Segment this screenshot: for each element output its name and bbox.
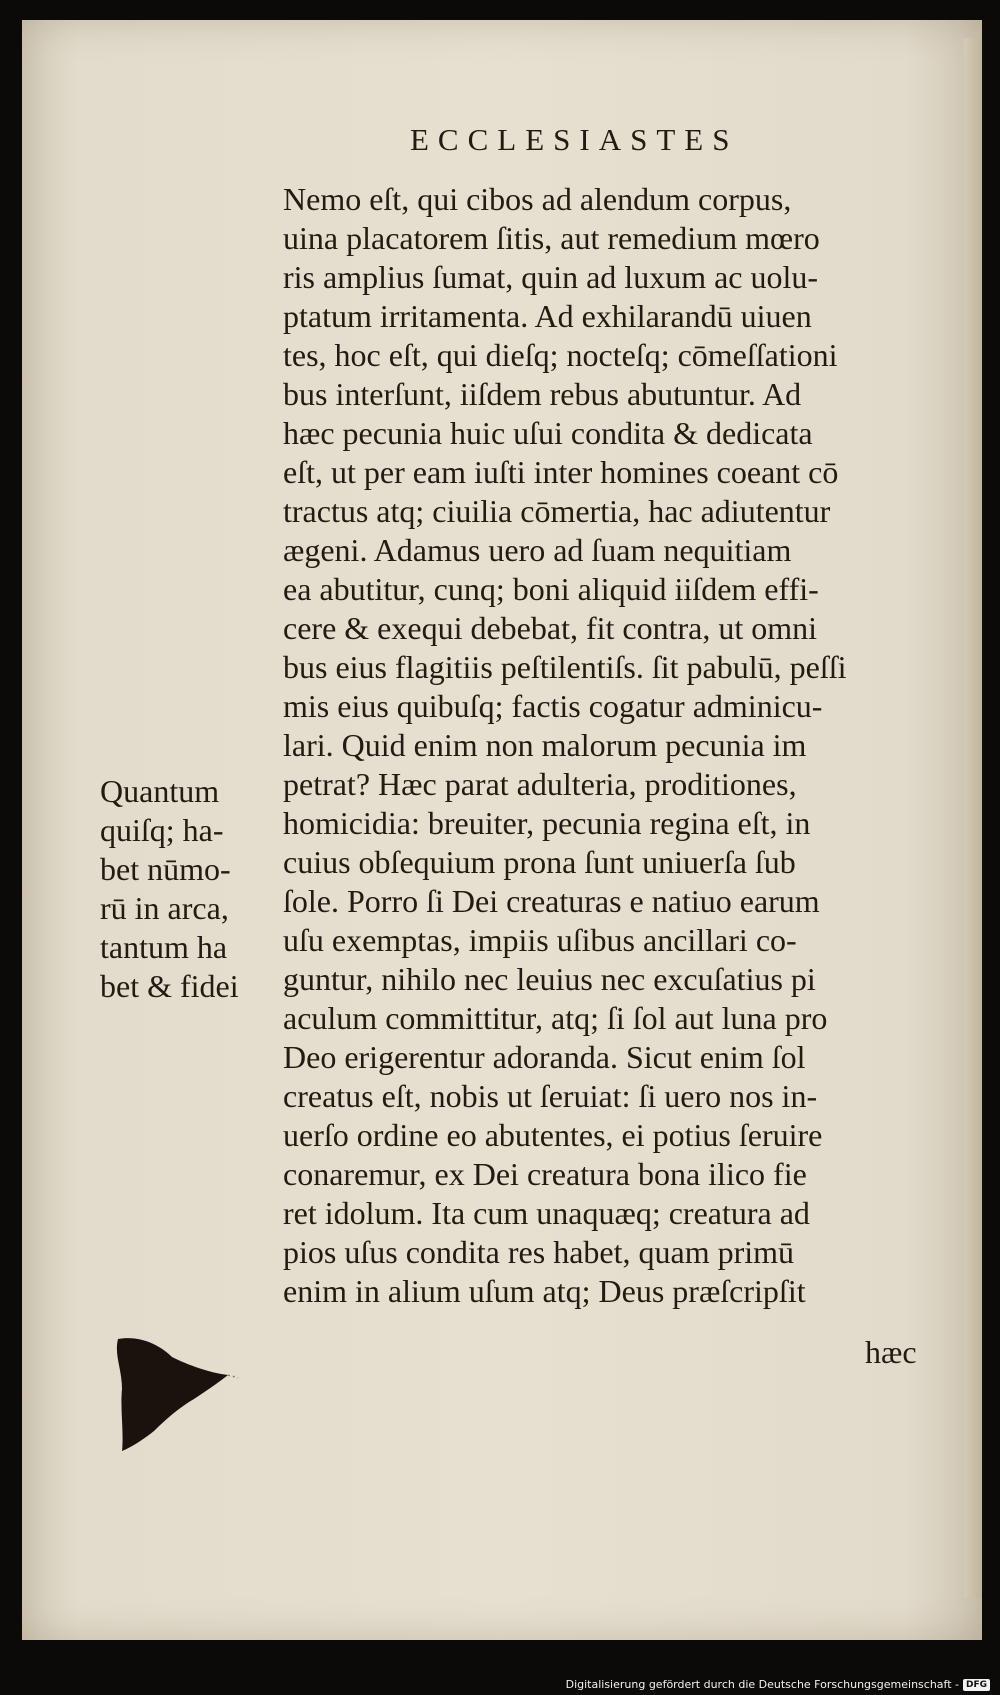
catchword: hæc <box>865 1334 917 1370</box>
margin-note-line: bet nūmo- <box>100 851 231 887</box>
text-line: eſt, ut per eam iuſti inter homines coeant cō <box>283 454 839 490</box>
text-line: tractus atq; ciuilia cōmertia, hac adiutentur <box>283 493 831 529</box>
text-line: homicidia: breuiter, pecunia regina eſt, in <box>283 805 811 841</box>
text-line: ptatum irritamenta. Ad exhilarandū uiuen <box>283 298 812 334</box>
margin-note-line: quiſq; ha- <box>100 812 224 848</box>
text-line: uina placatorem ſitis, aut remedium mœro <box>283 220 820 256</box>
credit-text: Digitalisierung gefördert durch die Deutsche Forschungsgemeinschaft - <box>565 1678 959 1691</box>
text-line: mis eius quibuſq; factis cogatur adminicu- <box>283 688 823 724</box>
dfg-logo: DFG <box>963 1679 990 1691</box>
text-line: Deo erigerentur adoranda. Sicut enim ſol <box>283 1039 806 1075</box>
text-line: tes, hoc eſt, qui dieſq; nocteſq; cōmeſſationi <box>283 337 838 373</box>
text-line: guntur, nihilo nec leuius nec excuſatius pi <box>283 961 816 997</box>
text-line: ris amplius ſumat, quin ad luxum ac uolu- <box>283 259 819 295</box>
text-line: enim in alium uſum atq; Deus præſcripſit <box>283 1273 806 1309</box>
paper-tear-damage <box>110 1335 240 1455</box>
text-line: uerſo ordine eo abutentes, ei potius ſeruire <box>283 1117 823 1153</box>
text-line: bus interſunt, iiſdem rebus abutuntur. Ad <box>283 376 802 412</box>
text-line: pios uſus condita res habet, quam primū <box>283 1234 795 1270</box>
text-line: Nemo eſt, qui cibos ad alendum corpus, <box>283 181 792 217</box>
text-line: lari. Quid enim non malorum pecunia im <box>283 727 807 763</box>
page-edge <box>964 38 982 1598</box>
text-line: petrat? Hæc parat adulteria, proditiones, <box>283 766 797 802</box>
text-line: cuius obſequium prona ſunt uniuerſa ſub <box>283 844 796 880</box>
running-head: ECCLESIASTES <box>410 122 739 157</box>
text-line: uſu exemptas, impiis uſibus ancillari co- <box>283 922 797 958</box>
margin-note <box>100 772 275 1006</box>
text-line: ret idolum. Ita cum unaquæq; creatura ad <box>283 1195 810 1231</box>
margin-note-line: rū in arca, <box>100 890 229 926</box>
text-line: ea abutitur, cunq; boni aliquid iiſdem effi- <box>283 571 819 607</box>
text-line: creatus eſt, nobis ut ſeruiat: ſi uero nos in- <box>283 1078 818 1114</box>
text-line: cere & exequi debebat, fit contra, ut omni <box>283 610 818 646</box>
margin-note-line: Quantum <box>100 773 220 809</box>
text-line: hæc pecunia huic uſui condita & dedicata <box>283 415 813 451</box>
body-text <box>283 180 953 1311</box>
text-line: aculum committitur, atq; ſi ſol aut luna pro <box>283 1000 828 1036</box>
text-line: conaremur, ex Dei creatura bona ilico fie <box>283 1156 807 1192</box>
margin-note-line: tantum ha <box>100 929 228 965</box>
text-line: ſole. Porro ſi Dei creaturas e natiuo earum <box>283 883 820 919</box>
digitization-credit <box>566 1678 990 1691</box>
margin-note-line: bet & fidei <box>100 968 239 1004</box>
text-line: ægeni. Adamus uero ad ſuam nequitiam <box>283 532 792 568</box>
text-line: bus eius flagitiis peſtilentiſs. ſit pabulū, peſſi <box>283 649 847 685</box>
